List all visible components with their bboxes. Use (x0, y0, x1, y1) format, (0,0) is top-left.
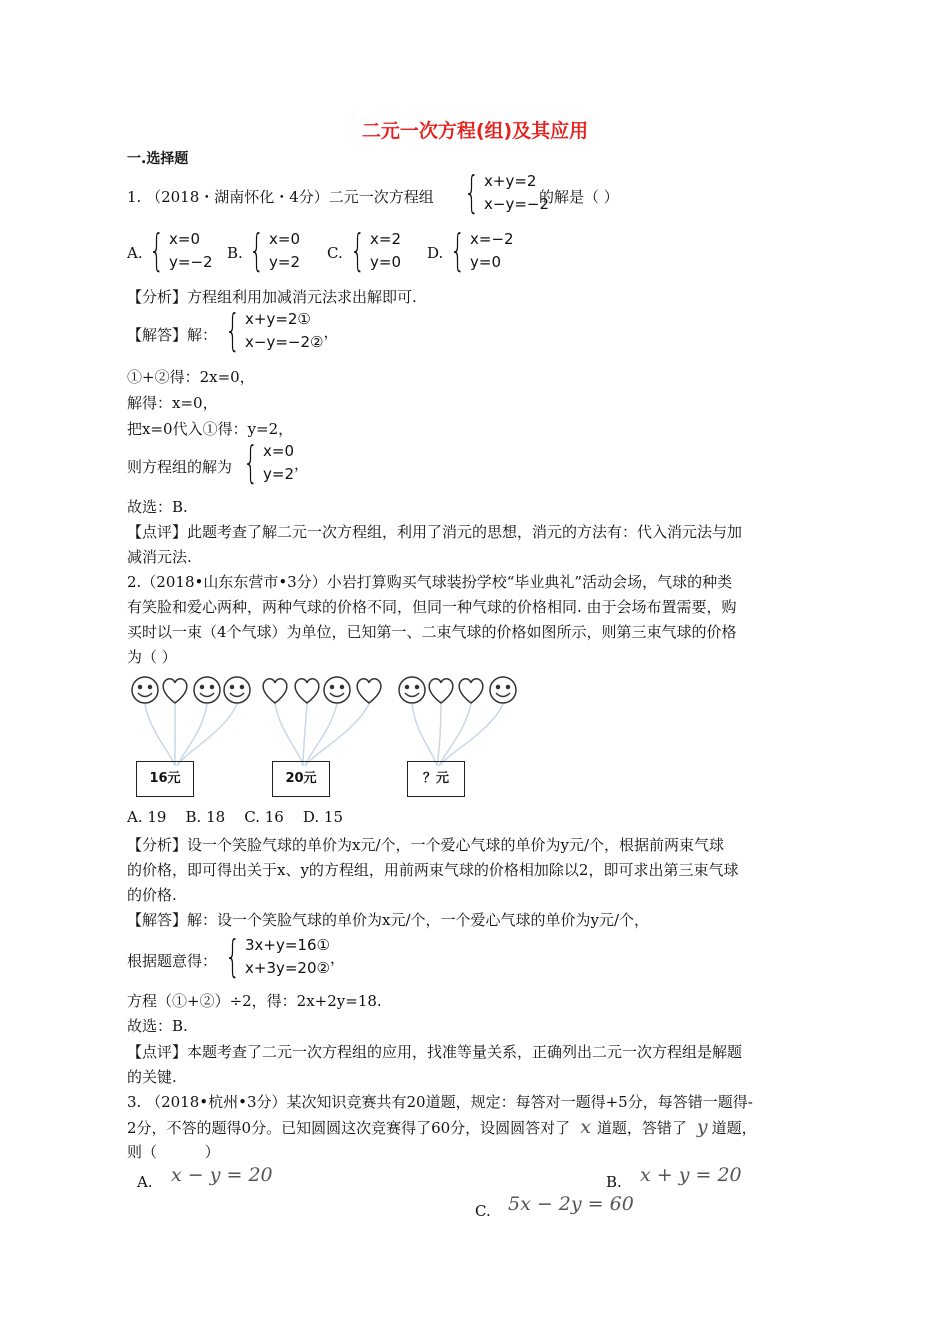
q1-comment: 【点评】此题考查了解二元一次方程组，利用了消元的思想，消元的方法有：代入消元法与加 (127, 523, 743, 541)
q2-analysis: 的价格，即可得出关于x、y的方程组，用前两束气球的价格相加除以2，即可求出第三束气球 (127, 861, 739, 879)
brace-icon: { (243, 437, 259, 488)
q1-stem-suffix: 的解是（ ） (539, 188, 619, 206)
q3-option-b-equation: x + y = 20 (640, 1164, 742, 1186)
eq-line: y=2 (269, 253, 300, 271)
page-title: 二元一次方程(组)及其应用 (361, 120, 589, 142)
smiley-balloon-icon (490, 677, 516, 703)
brace-icon: { (225, 931, 241, 982)
stem-text: 道题， (711, 1119, 757, 1137)
q1-option-a (149, 225, 213, 276)
q2-stem: 有笑脸和爱心两种，两种气球的价格不同，但同一种气球的价格相同. 由于会场布置需要，购 (127, 598, 737, 616)
price-box: 16元 (136, 761, 194, 797)
variable-x: x (580, 1116, 591, 1138)
q1-option-a-label: A. (127, 244, 143, 262)
eq-line: y=−2 (169, 253, 213, 271)
q3-stem: 3. （2018•杭州•3分）某次知识竞赛共有20道题，规定：每答对一题得+5分，每答错一题得- (127, 1093, 753, 1111)
brace-icon: { (149, 225, 165, 276)
q1-option-c (350, 225, 401, 276)
eq-line: x=2 (370, 230, 401, 248)
eq-line: y=2 (263, 465, 294, 483)
comma: ， (329, 948, 345, 967)
q1-step: ①+②得：2x=0， (127, 368, 255, 386)
section-heading: 一.选择题 (127, 151, 189, 167)
heart-balloon-icon (429, 679, 453, 703)
q1-system (464, 167, 550, 218)
q3-option-c-equation: 5x − 2y = 60 (508, 1193, 634, 1215)
brace-icon: { (225, 305, 241, 356)
q1-choice: 故选：B. (127, 498, 188, 516)
q1-option-b-label: B. (227, 244, 243, 262)
variable-y: y (696, 1116, 708, 1138)
q2-stem: 买时以一束（4个气球）为单位，已知第一、二束气球的价格如图所示，则第三束气球的价格 (127, 623, 737, 641)
q2-stem: 2.（2018•山东东营市•3分）小岩打算购买气球装扮学校“毕业典礼”活动会场，气球的种类 (127, 573, 733, 591)
eq-line: x+3y=20② (245, 959, 330, 977)
q2-stem: 为（ ） (127, 648, 177, 666)
smiley-balloon-icon (132, 677, 158, 703)
q2-answer-system (225, 931, 345, 982)
q1-comment: 减消元法. (127, 548, 192, 566)
q2-answer-label: 根据题意得： (127, 952, 218, 970)
q1-answer-system (225, 305, 339, 356)
eq-line: 3x+y=16① (245, 936, 330, 954)
q1-analysis: 【分析】方程组利用加减消元法求出解即可. (127, 288, 417, 306)
q3-stem (127, 1116, 757, 1138)
q1-stem: 1. （2018・湖南怀化・4分）二元一次方程组 (127, 188, 434, 206)
heart-balloon-icon (295, 679, 319, 703)
q3-stem: 则（ ） (127, 1143, 220, 1161)
q3-option-a-label: A. (137, 1173, 153, 1191)
q1-solution-label: 则方程组的解为 (127, 458, 233, 476)
q1-answer-label: 【解答】解： (127, 326, 218, 344)
smiley-balloon-icon (224, 677, 250, 703)
eq-line: x=0 (169, 230, 200, 248)
q2-choice: 故选：B. (127, 1017, 188, 1035)
eq-line: x+y=2 (484, 172, 537, 190)
smiley-balloon-icon (194, 677, 220, 703)
q1-option-d-label: D. (427, 244, 444, 262)
comma: ， (294, 454, 310, 473)
q3-option-a-equation: x − y = 20 (171, 1164, 273, 1186)
eq-line: x=0 (263, 442, 294, 460)
comma: ， (323, 322, 339, 341)
smiley-balloon-icon (324, 677, 350, 703)
q2-analysis: 【分析】设一个笑脸气球的单价为x元/个，一个爱心气球的单价为y元/个，根据前两束气球 (127, 836, 725, 854)
q2-analysis: 的价格. (127, 886, 177, 904)
q1-solution-system (243, 437, 310, 488)
q3-option-c-label: C. (475, 1202, 491, 1220)
q2-answer: 【解答】解：设一个笑脸气球的单价为x元/个，一个爱心气球的单价为y元/个， (127, 911, 650, 929)
price-box: ？元 (407, 761, 465, 797)
q1-step: 把x=0代入①得：y=2， (127, 420, 294, 438)
q1-option-b (249, 225, 300, 276)
brace-icon: { (450, 225, 466, 276)
q3-option-b-label: B. (606, 1173, 622, 1191)
heart-balloon-icon (459, 679, 483, 703)
eq-line: x−y=−2 (484, 195, 550, 213)
eq-line: x=0 (269, 230, 300, 248)
eq-line: y=0 (470, 253, 501, 271)
eq-line: x+y=2① (245, 310, 311, 328)
stem-text: 道题，答错了 (596, 1119, 687, 1137)
heart-balloon-icon (357, 679, 381, 703)
q2-comment: 的关键. (127, 1068, 177, 1086)
q2-comment: 【点评】本题考查了二元一次方程组的应用，找准等量关系，正确列出二元一次方程组是解题 (127, 1043, 743, 1061)
stem-text: 2分，不答的题得0分。已知圆圆这次竞赛得了60分，设圆圆答对了 (127, 1119, 571, 1137)
eq-line: x=−2 (470, 230, 514, 248)
brace-icon: { (350, 225, 366, 276)
eq-line: y=0 (370, 253, 401, 271)
heart-balloon-icon (163, 679, 187, 703)
smiley-balloon-icon (399, 677, 425, 703)
brace-icon: { (464, 167, 480, 218)
q1-option-d (450, 225, 514, 276)
brace-icon: { (249, 225, 265, 276)
q1-option-c-label: C. (327, 244, 343, 262)
heart-balloon-icon (263, 679, 287, 703)
balloon-strings (145, 704, 503, 766)
q2-options: A. 19 B. 18 C. 16 D. 15 (127, 808, 343, 826)
price-box: 20元 (272, 761, 330, 797)
q1-step: 解得：x=0， (127, 394, 218, 412)
eq-line: x−y=−2② (245, 333, 324, 351)
q2-step: 方程（①+②）÷2，得：2x+2y=18. (127, 992, 382, 1010)
